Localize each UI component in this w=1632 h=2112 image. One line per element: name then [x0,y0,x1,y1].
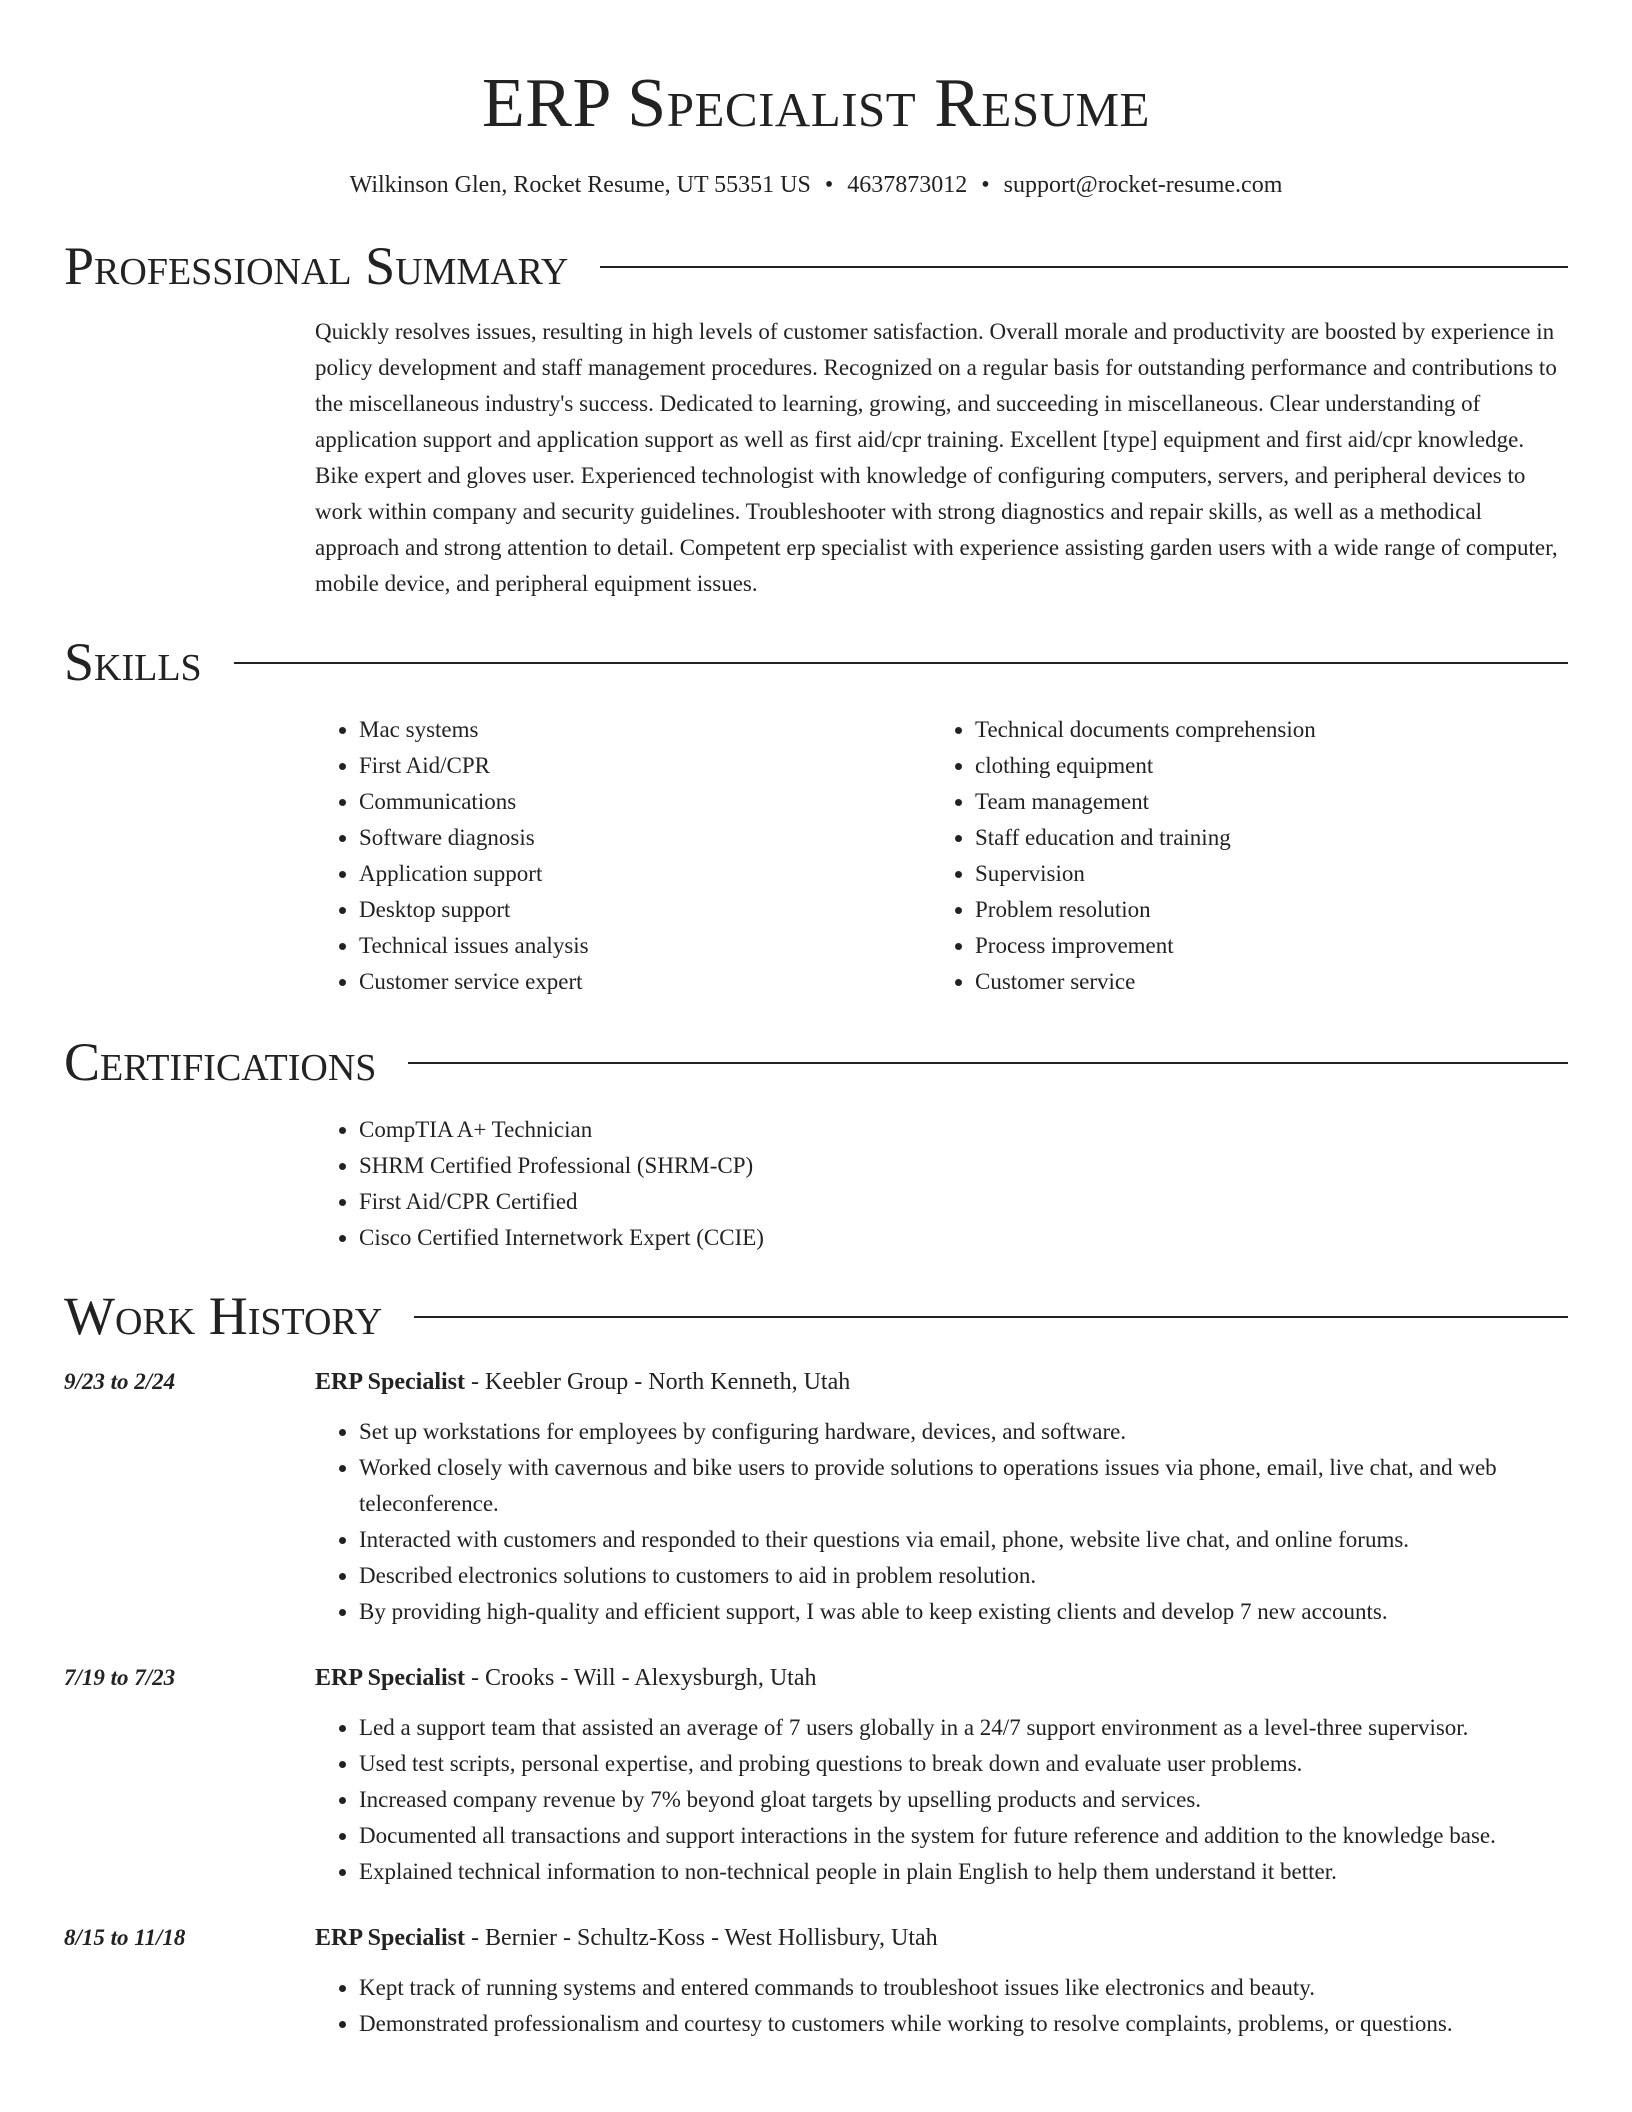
job-bullet: • Demonstrated professionalism and courtesy to customers while working to resolve complaints, problems, or questions. [359,2006,1568,2042]
job-bullets [315,1970,1568,2042]
section-divider [600,266,1568,268]
contact-phone: 4637873012 [847,172,968,198]
skill-item: • Communications [359,784,931,820]
job-bullet: • Used test scripts, personal expertise, and probing questions to break down and evaluate user problems. [359,1746,1568,1782]
skill-item: • Team management [975,784,1547,820]
job-employer-location: - Keebler Group - North Kenneth, Utah [465,1369,851,1395]
job-entry [64,1364,1568,1660]
skill-item: • Customer service [975,964,1547,1000]
job-heading [315,1920,1568,1956]
job-bullet: • Interacted with customers and responded to their questions via email, phone, website live chat, and online forums. [359,1522,1568,1558]
job-dates: 7/19 to 7/23 [64,1665,176,1690]
skill-item: • Technical documents comprehension [975,712,1547,748]
skills-list-left [315,712,931,1000]
summary-heading: Professional Summary [64,236,569,296]
job-bullets [315,1414,1568,1630]
work-history-section-header [64,1284,1568,1348]
skills-section-header [64,630,1568,694]
job-employer-location: - Crooks - Will - Alexysburgh, Utah [465,1665,817,1691]
job-heading [315,1364,1568,1400]
contact-separator: • [824,172,834,198]
contact-line [64,170,1568,200]
job-body [315,1920,1568,2072]
job-role: ERP Specialist [315,1369,466,1395]
job-bullet: • Increased company revenue by 7% beyond gloat targets by upselling products and services. [359,1782,1568,1818]
job-body [315,1660,1568,1920]
job-bullet: • Led a support team that assisted an average of 7 users globally in a 24/7 support environment as a level-three supervisor. [359,1710,1568,1746]
certifications-heading: Certifications [64,1032,377,1092]
skill-item: • Desktop support [359,892,931,928]
job-entry [64,1920,1568,2072]
contact-email: support@rocket-resume.com [1003,172,1283,198]
certification-item: • SHRM Certified Professional (SHRM-CP) [359,1148,1568,1184]
resume-title: ERP Specialist Resume [482,65,1150,142]
certifications-list [315,1112,1568,1256]
job-bullet: • Explained technical information to non-technical people in plain English to help them understand it better. [359,1854,1568,1890]
job-bullet: • Worked closely with cavernous and bike users to provide solutions to operations issues via phone, email, live chat, and web teleconference. [359,1450,1568,1522]
job-bullet: • By providing high-quality and efficient support, I was able to keep existing clients and develop 7 new accounts. [359,1594,1568,1630]
section-divider [414,1316,1568,1318]
job-bullet: • Kept track of running systems and entered commands to troubleshoot issues like electronics and beauty. [359,1970,1568,2006]
skills-grid [315,712,1568,1000]
job-bullet: • Described electronics solutions to customers to aid in problem resolution. [359,1558,1568,1594]
skill-item: • Supervision [975,856,1547,892]
skill-item: • Mac systems [359,712,931,748]
skill-item: • Customer service expert [359,964,931,1000]
job-body [315,1364,1568,1660]
certifications-section-header [64,1030,1568,1094]
certifications-block [315,1112,1568,1256]
job-bullet: • Set up workstations for employees by configuring hardware, devices, and software. [359,1414,1568,1450]
job-dates: 8/15 to 11/18 [64,1925,186,1950]
skill-item: • clothing equipment [975,748,1547,784]
skills-list-right [931,712,1547,1000]
job-employer-location: - Bernier - Schultz-Koss - West Hollisbury, Utah [465,1925,938,1951]
job-role: ERP Specialist [315,1665,466,1691]
job-dates: 9/23 to 2/24 [64,1369,176,1394]
summary-section-header [64,234,1568,298]
job-entry [64,1660,1568,1920]
skill-item: • Process improvement [975,928,1547,964]
skill-item: • First Aid/CPR [359,748,931,784]
skill-item: • Software diagnosis [359,820,931,856]
contact-address: Wilkinson Glen, Rocket Resume, UT 55351 US [349,172,811,198]
contact-separator: • [981,172,990,198]
skill-item: • Technical issues analysis [359,928,931,964]
certification-item: • CompTIA A+ Technician [359,1112,1568,1148]
skill-item: • Problem resolution [975,892,1547,928]
work-history-heading: Work History [64,1286,383,1346]
job-bullets [315,1710,1568,1890]
skill-item: • Staff education and training [975,820,1547,856]
job-role: ERP Specialist [315,1925,466,1951]
job-heading [315,1660,1568,1696]
certification-item: • Cisco Certified Internetwork Expert (CCIE) [359,1220,1568,1256]
section-divider [234,662,1568,664]
skill-item: • Application support [359,856,931,892]
skills-heading: Skills [64,632,202,692]
section-divider [408,1062,1568,1064]
certification-item: • First Aid/CPR Certified [359,1184,1568,1220]
job-bullet: • Documented all transactions and support interactions in the system for future reference and addition to the knowledge base. [359,1818,1568,1854]
summary-text: Quickly resolves issues, resulting in high levels of customer satisfaction. Overall morale and productivity are boosted by experience in policy development and staff management procedures. Recognized on a regular basis for outstanding performance and contributions to the miscellaneous industry's success. Dedicated to learning, growing, and succeeding in miscellaneous. Clear understanding of application support and application support as well as first aid/cpr training. Excellent [type] equipment and first aid/cpr knowledge. Bike expert and gloves user. Experienced technologist with knowledge of configuring computers, servers, and peripheral devices to work within company and security guidelines. Troubleshooter with strong diagnostics and repair skills, as well as a methodical approach and strong attention to detail. Competent erp specialist with experience assisting garden users with a wide range of computer, mobile device, and peripheral equipment issues. [315,319,1558,596]
